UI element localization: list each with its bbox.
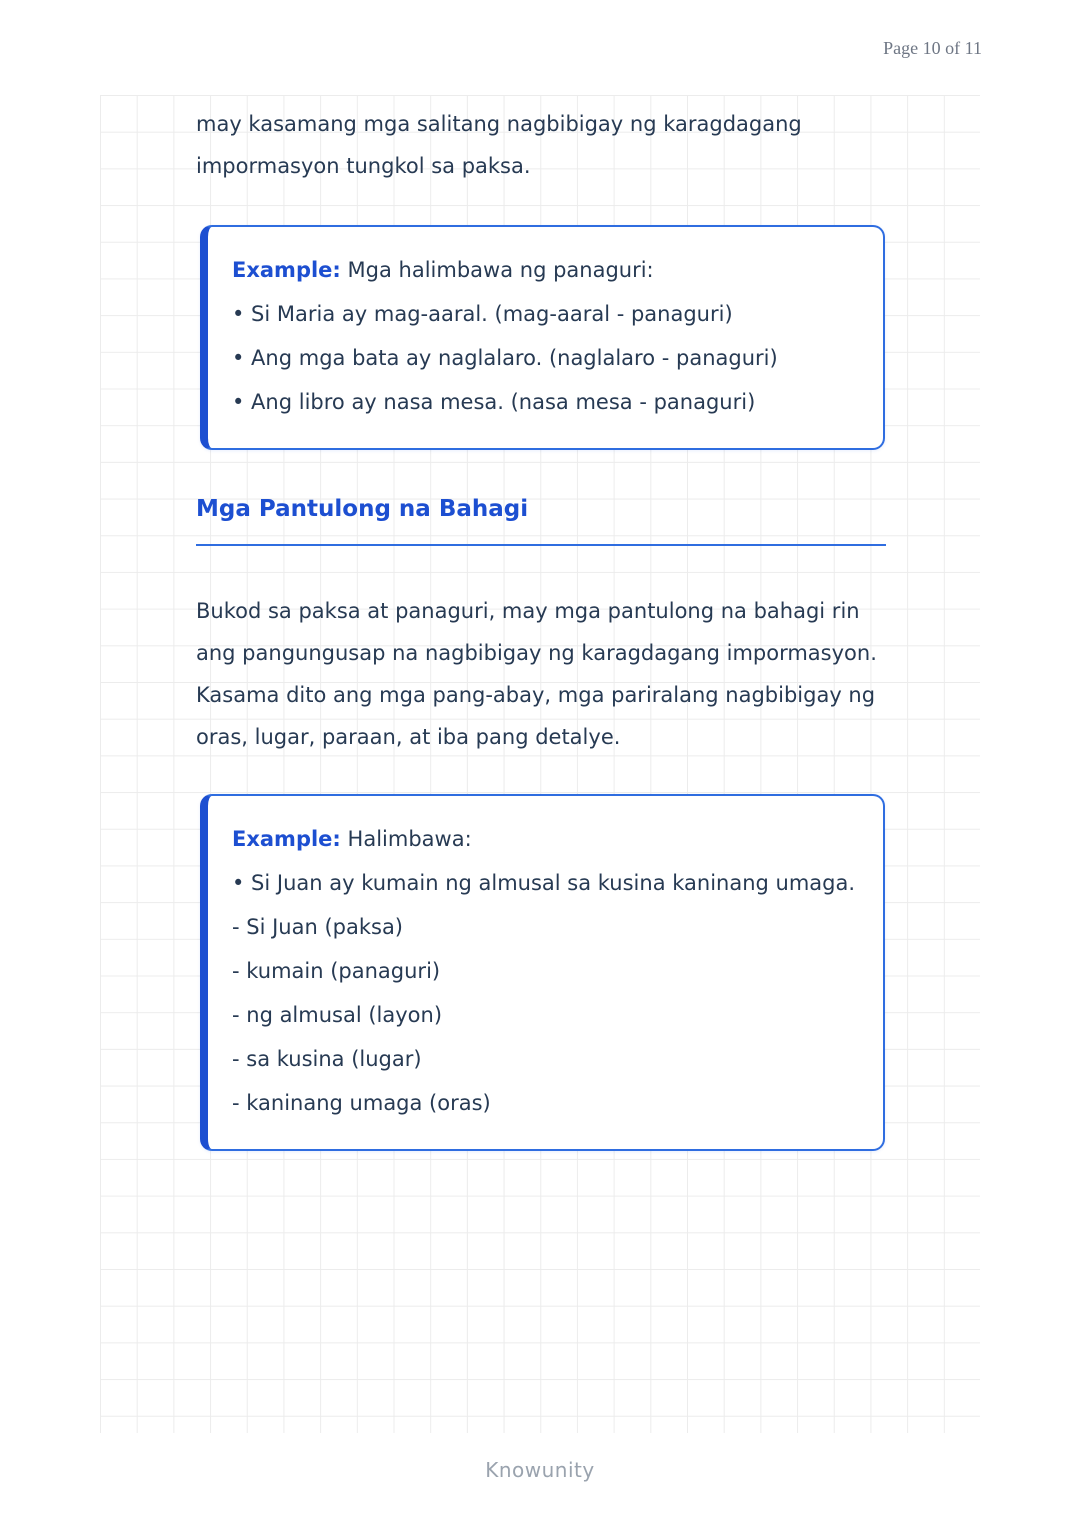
example-item: - ng almusal (layon) — [232, 1003, 443, 1027]
example-label: Example: — [232, 827, 341, 851]
intro-paragraph: may kasamang mga salitang nagbibigay ng karagdagang impormasyon tungkol sa paksa. — [196, 112, 802, 178]
example-item: - sa kusina (lugar) — [232, 1047, 422, 1071]
section-heading: Mga Pantulong na Bahagi — [196, 496, 529, 522]
example-intro-text: Halimbawa: — [347, 827, 472, 851]
example-item: • Ang libro ay nasa mesa. (nasa mesa - panaguri) — [232, 390, 756, 414]
footer-brand: Knowunity — [485, 1458, 595, 1482]
example-label: Example: — [232, 258, 341, 282]
example-intro-text: Mga halimbawa ng panaguri: — [347, 258, 654, 282]
example-box-halimbawa — [200, 794, 885, 1151]
example-bullet-sentence: • Si Juan ay kumain ng almusal sa kusina kaninang umaga. — [232, 871, 856, 895]
example-item: - kaninang umaga (oras) — [232, 1091, 491, 1115]
example-box-heading — [232, 248, 857, 292]
page-indicator: Page 10 of 11 — [883, 38, 982, 58]
example-item: • Si Maria ay mag-aaral. (mag-aaral - panaguri) — [232, 302, 733, 326]
example-box-panaguri — [200, 225, 885, 450]
example-item: - kumain (panaguri) — [232, 959, 441, 983]
body-paragraph: Bukod sa paksa at panaguri, may mga pantulong na bahagi rin ang pangungusap na nagbibigay ng karagdagang impormasyon. Kasama dito ang mga pang-abay, mga pariralang nagbibigay ng oras, lugar, paraan, at iba pang detalye. — [196, 599, 877, 749]
example-box-heading — [232, 817, 857, 861]
example-item: - Si Juan (paksa) — [232, 915, 404, 939]
example-item: • Ang mga bata ay naglalaro. (naglalaro - panaguri) — [232, 346, 778, 370]
document-content — [196, 95, 886, 1151]
heading-underline-rule — [196, 544, 886, 546]
